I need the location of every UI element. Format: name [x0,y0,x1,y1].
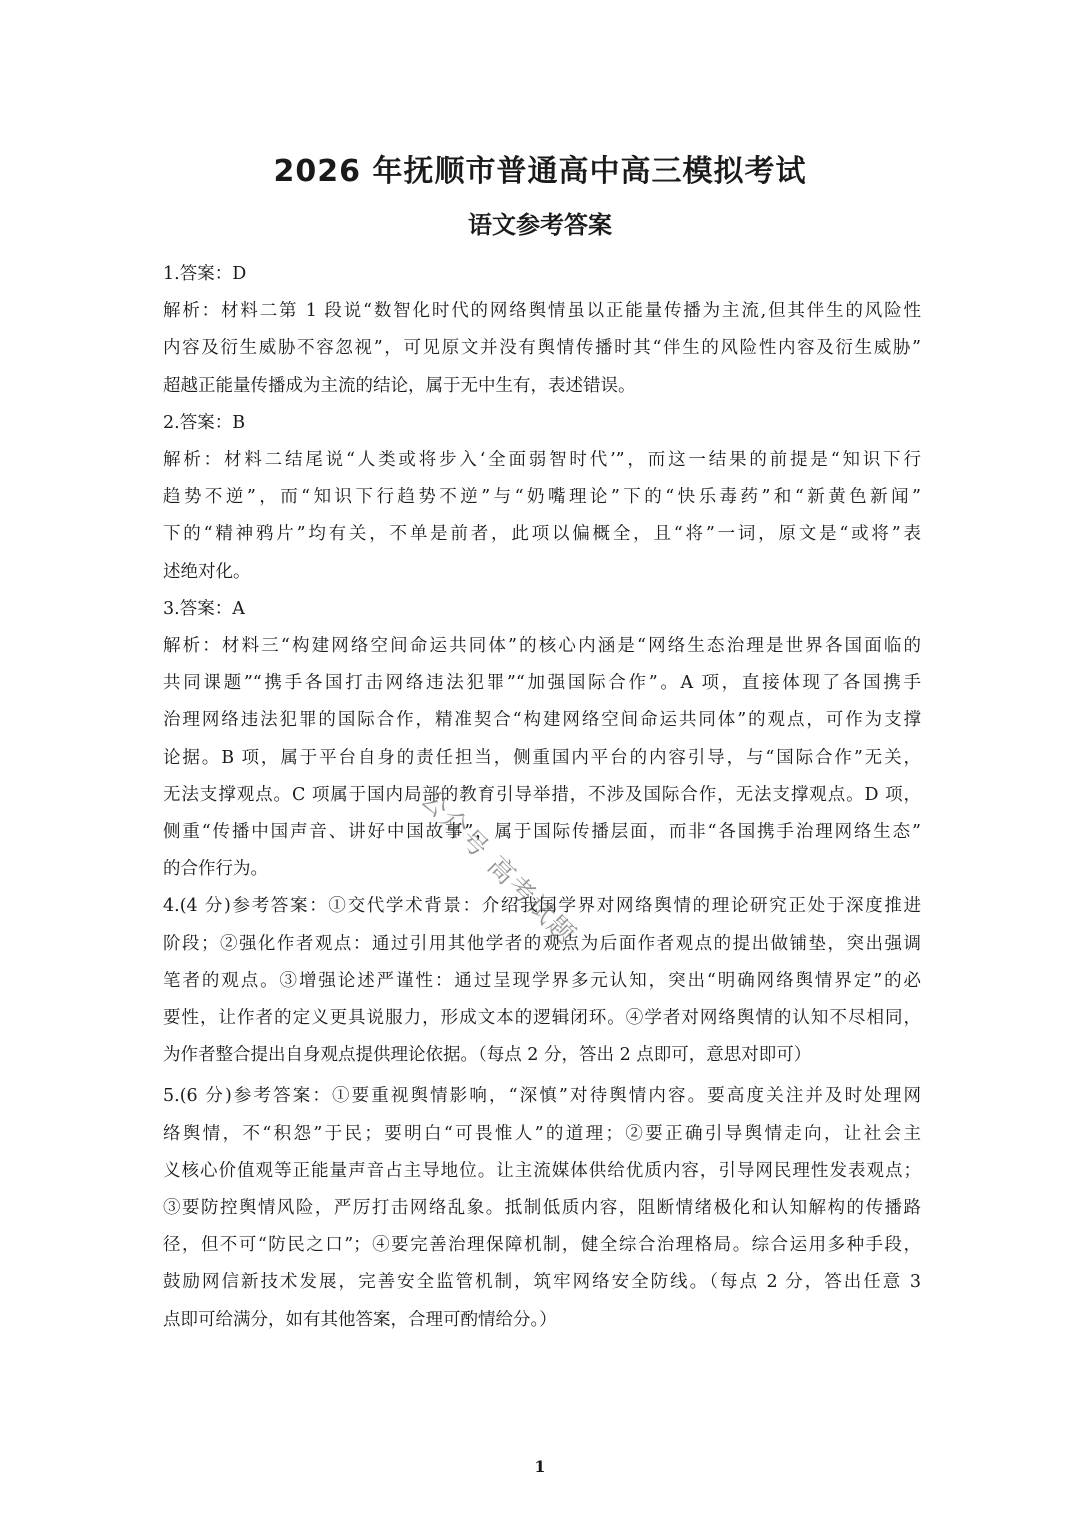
watermark: 公众号 高考试题 [414,784,582,952]
answer-block-5 [163,1078,921,1338]
answer-head: 3.答案：A [163,598,245,619]
answer-line: 内容及衍生威胁不容忽视”，可见原文并没有舆情传播时其“伴生的风险性内容及衍生威胁” [163,338,921,359]
answer-line: 阶段；②强化作者观点：通过引用其他学者的观点为后面作者观点的提出做铺垫，突出强调 [163,933,921,954]
answer-line: 述绝对化。 [163,561,251,582]
answer-line: 论据。B 项，属于平台自身的责任担当，侧重国内平台的内容引导，与“国际合作”无关， [163,747,921,768]
answer-line: 共同课题”“携手各国打击网络违法犯罪”“加强国际合作”。A 项，直接体现了各国携手 [163,673,921,694]
answer-line: 治理网络违法犯罪的国际合作，精准契合“构建网络空间命运共同体”的观点，可作为支撑 [163,710,921,731]
answer-block-3 [163,591,921,889]
answer-line: 4.(4 分)参考答案：①交代学术背景：介绍我国学界对网络舆情的理论研究正处于深度推进 [163,896,921,917]
answer-line: 点即可给满分，如有其他答案，合理可酌情给分。） [163,1309,557,1330]
answer-head: 1.答案：D [163,264,247,284]
answer-line: ③要防控舆情风险，严厉打击网络乱象。抵制低质内容，阻断情绪极化和认知解构的传播路 [163,1198,921,1219]
answer-line: 解析：材料二第 1 段说“数智化时代的网络舆情虽以正能量传播为主流,但其伴生的风险性 [163,301,921,322]
answer-block-2 [163,405,921,591]
answer-line: 趋势不逆”，而“知识下行趋势不逆”与“奶嘴理论”下的“快乐毒药”和“新黄色新闻” [163,487,921,508]
answer-line: 超越正能量传播成为主流的结论，属于无中生有，表述错误。 [163,375,636,396]
answer-line: 络舆情，不“积怨”于民；要明白“可畏惟人”的道理；②要正确引导舆情走向，让社会主 [163,1123,921,1144]
answer-line: 的合作行为。 [163,859,268,880]
page-subtitle: 语文参考答案 [468,211,612,239]
answer-line: 义核心价值观等正能量声音占主导地位。让主流媒体供给优质内容，引导网民理性发表观点； [163,1160,921,1181]
answer-line: 5.(6 分)参考答案：①要重视舆情影响，“深慎”对待舆情内容。要高度关注并及时处理网 [163,1086,921,1107]
answer-line: 鼓励网信新技术发展，完善安全监管机制，筑牢网络安全防线。（每点 2 分，答出任意 3 [163,1272,921,1293]
page-title: 2026 年抚顺市普通高中高三模拟考试 [273,154,807,189]
answer-block-1 [163,256,921,405]
answer-content [163,256,921,1339]
answer-line: 为作者整合提出自身观点提供理论依据。（每点 2 分，答出 2 点即可，意思对即可） [163,1045,812,1066]
answer-line: 笔者的观点。③增强论述严谨性：通过呈现学界多元认知，突出“明确网络舆情界定”的必 [163,970,921,991]
answer-line: 解析：材料二结尾说“人类或将步入‘全面弱智时代’”，而这一结果的前提是“知识下行 [163,450,921,471]
answer-line: 侧重“传播中国声音、讲好中国故事”，属于国际传播层面，而非“各国携手治理网络生态” [163,822,921,843]
answer-line: 解析：材料三“构建网络空间命运共同体”的核心内涵是“网络生态治理是世界各国面临的 [163,636,921,657]
page-number: 1 [534,1457,546,1476]
answer-line: 径，但不可“防民之口”；④要完善治理保障机制，健全综合治理格局。综合运用多种手段， [163,1235,921,1256]
answer-line: 无法支撑观点。C 项属于国内局部的教育引导举措，不涉及国际合作，无法支撑观点。D 项， [163,784,921,805]
answer-line: 要性，让作者的定义更具说服力，形成文本的逻辑闭环。④学者对网络舆情的认知不尽相同， [163,1008,921,1029]
answer-line: 下的“精神鸦片”均有关，不单是前者，此项以偏概全，且“将”一词，原文是“或将”表 [163,524,921,545]
answer-head: 2.答案：B [163,412,246,433]
